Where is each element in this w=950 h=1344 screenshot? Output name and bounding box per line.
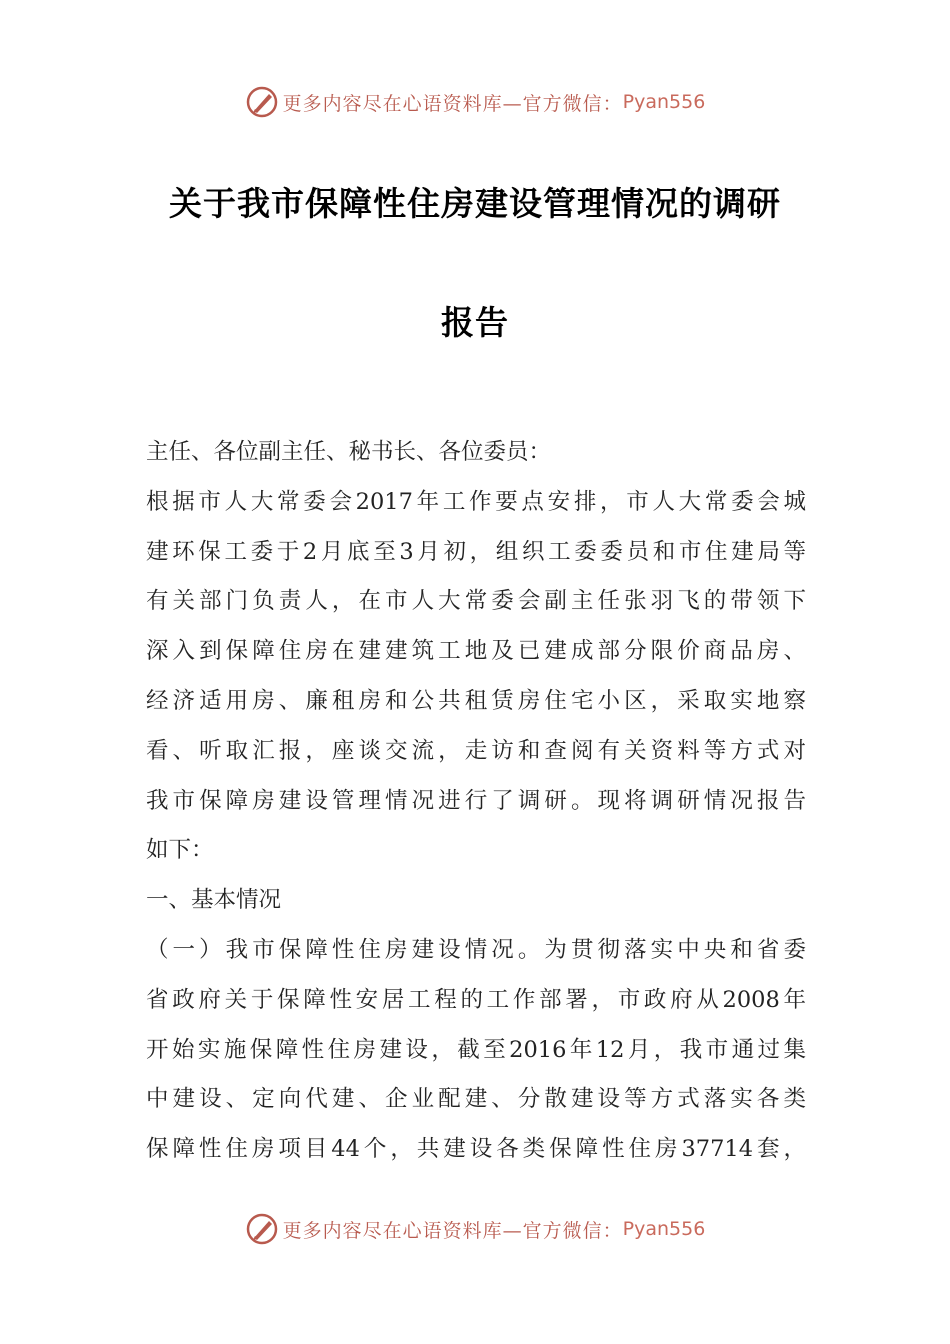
watermark-text: 更多内容尽在心语资料库—官方微信： [282, 1219, 623, 1242]
body-line-salutation: 主任、各位副主任、秘书长、各位委员： [146, 439, 552, 465]
body-line: 根据市人大常委会2017年工作要点安排，市人大常委会城 [146, 488, 806, 515]
body-line: （一）我市保障性住房建设情况。为贯彻落实中央和省委 [146, 936, 806, 963]
body-line: 看、听取汇报，座谈交流，走访和查阅有关资料等方式对 [146, 737, 806, 764]
section-heading: 一、基本情况 [146, 887, 282, 914]
pen-seal-icon [245, 1212, 279, 1246]
watermark-banner-top [0, 80, 950, 124]
document-title-line-1: 关于我市保障性住房建设管理情况的调研 [169, 184, 781, 223]
watermark-contact: Pyan556 [622, 1218, 706, 1240]
body-line: 建环保工委于2月底至3月初，组织工委委员和市住建局等 [146, 538, 806, 565]
body-line: 开始实施保障性住房建设，截至2016年12月，我市通过集 [146, 1036, 806, 1063]
document-title-line-2: 报告 [441, 303, 509, 342]
body-line: 如下： [146, 837, 214, 864]
body-line: 经济适用房、廉租房和公共租赁房住宅小区，采取实地察 [146, 687, 806, 714]
watermark-contact: Pyan556 [622, 91, 706, 113]
body-line: 深入到保障住房在建建筑工地及已建成部分限价商品房、 [146, 638, 806, 665]
watermark-banner-bottom [0, 1207, 950, 1251]
body-line: 省政府关于保障性安居工程的工作部署，市政府从2008年 [146, 986, 806, 1013]
body-line: 我市保障房建设管理情况进行了调研。现将调研情况报告 [146, 787, 806, 814]
document-body [146, 428, 806, 1175]
pen-seal-icon [245, 85, 279, 119]
watermark-text: 更多内容尽在心语资料库—官方微信： [282, 92, 623, 115]
body-line: 有关部门负责人，在市人大常委会副主任张羽飞的带领下 [146, 588, 806, 615]
body-line: 保障性住房项目44个，共建设各类保障性住房37714套， [146, 1136, 806, 1163]
body-line: 中建设、定向代建、企业配建、分散建设等方式落实各类 [146, 1086, 806, 1113]
